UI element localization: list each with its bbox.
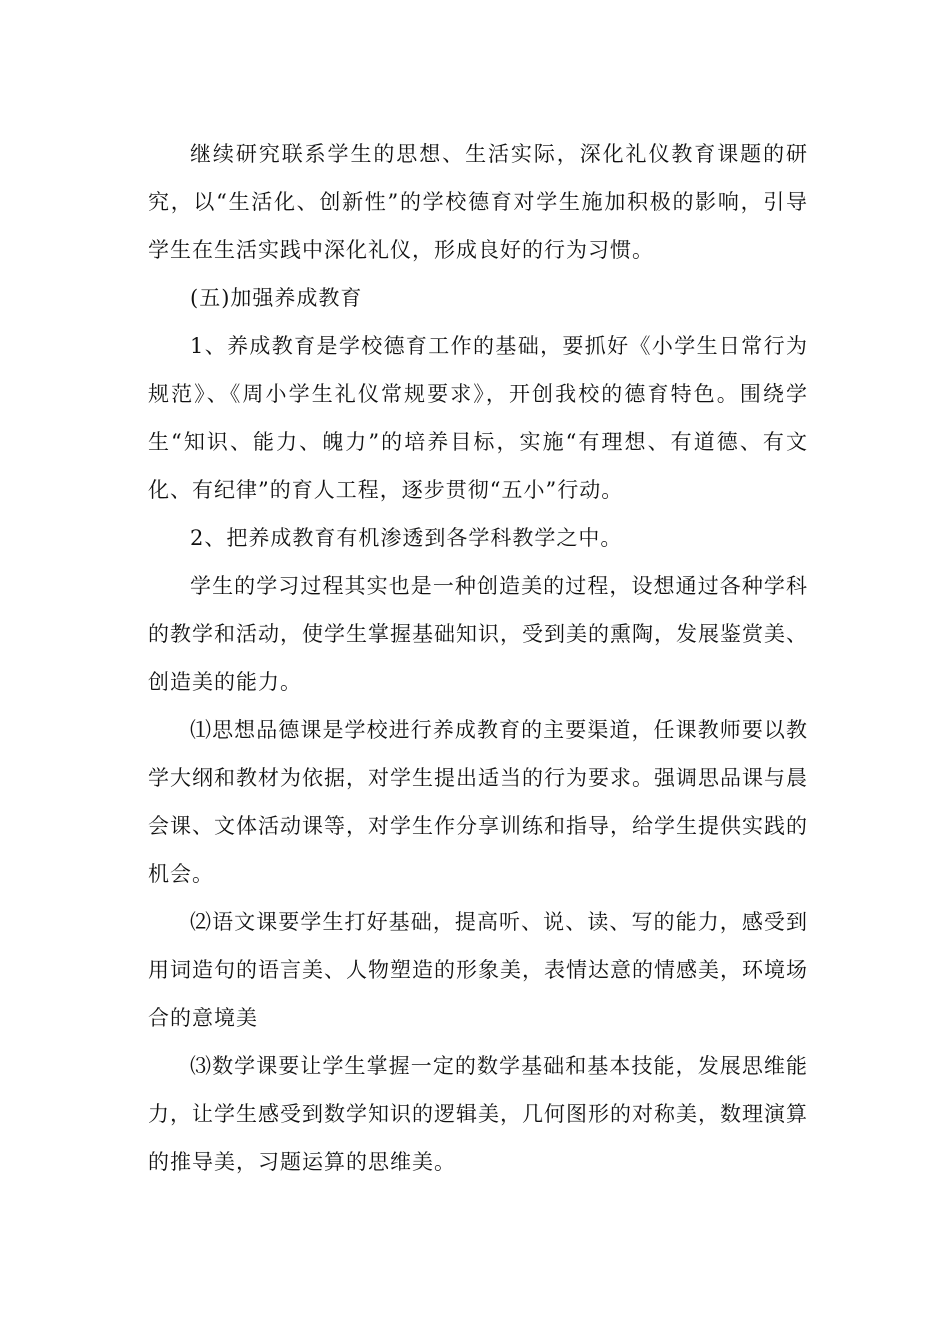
paragraph-learning-process: 学生的学习过程其实也是一种创造美的过程，设想通过各种学科的教学和活动，使学生掌握基础知识，受到美的熏陶，发展鉴赏美、创造美的能力。 bbox=[148, 574, 808, 694]
document-body bbox=[148, 130, 808, 1186]
paragraph-item-1: 1、养成教育是学校德育工作的基础，要抓好《小学生日常行为规范》、《周小学生礼仪常规要求》，开创我校的德育特色。围绕学生“知识、能力、魄力”的培养目标，实施“有理想、有道德、有文化、有纪律”的育人工程，逐步贯彻“五小”行动。 bbox=[148, 334, 808, 502]
paragraph-subitem-2: ⑵语文课要学生打好基础，提高听、说、读、写的能力，感受到用词造句的语言美、人物塑造的形象美，表情达意的情感美，环境场合的意境美 bbox=[148, 910, 808, 1030]
section-heading-habit-education: (五)加强养成教育 bbox=[190, 286, 363, 310]
paragraph-subitem-1: ⑴思想品德课是学校进行养成教育的主要渠道，任课教师要以教学大纲和教材为依据，对学生提出适当的行为要求。强调思品课与晨会课、文体活动课等，对学生作分享训练和指导，给学生提供实践的机会。 bbox=[148, 718, 808, 886]
paragraph-subitem-3: ⑶数学课要让学生掌握一定的数学基础和基本技能，发展思维能力，让学生感受到数学知识的逻辑美，几何图形的对称美，数理演算的推导美，习题运算的思维美。 bbox=[148, 1054, 808, 1174]
paragraph-research: 继续研究联系学生的思想、生活实际，深化礼仪教育课题的研究，以“生活化、创新性”的学校德育对学生施加积极的影响，引导学生在生活实践中深化礼仪，形成良好的行为习惯。 bbox=[148, 142, 808, 262]
paragraph-item-2: 2、把养成教育有机渗透到各学科教学之中。 bbox=[190, 526, 623, 550]
